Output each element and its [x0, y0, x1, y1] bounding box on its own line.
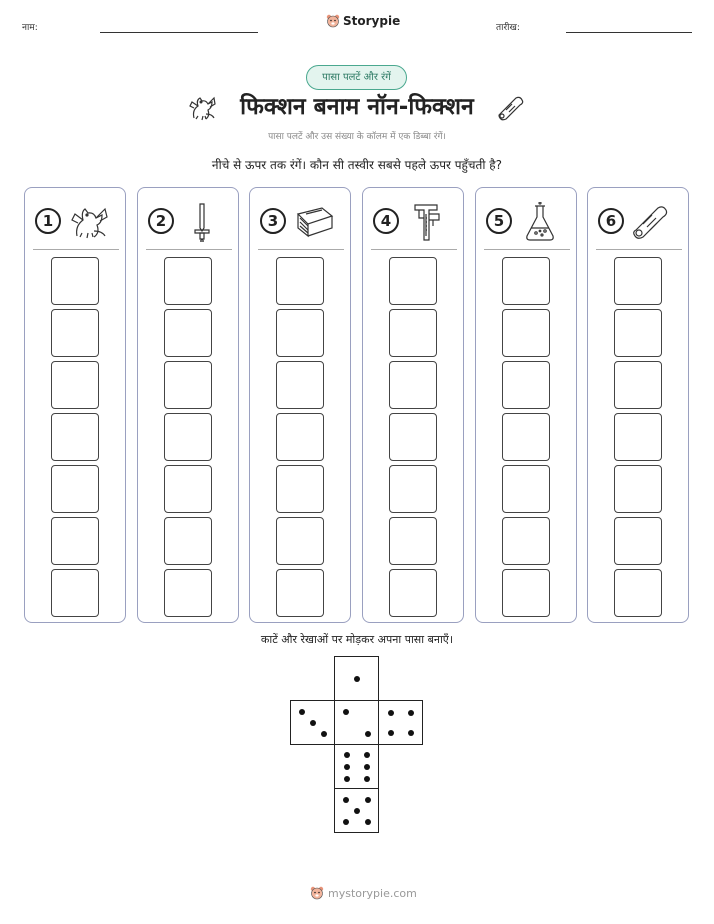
color-box[interactable]	[276, 465, 324, 513]
color-box[interactable]	[51, 465, 99, 513]
color-box[interactable]	[51, 517, 99, 565]
dice-face-1	[334, 656, 379, 701]
dice-pip	[343, 709, 349, 715]
color-box[interactable]	[164, 257, 212, 305]
column-header	[596, 202, 680, 246]
column-number: 4	[373, 208, 399, 234]
color-box[interactable]	[389, 257, 437, 305]
flask-icon	[518, 202, 562, 246]
column-divider	[484, 249, 570, 250]
dice-pip	[408, 730, 414, 736]
header	[0, 14, 714, 38]
dice-pip	[344, 764, 350, 770]
column-2	[137, 187, 239, 623]
color-box[interactable]	[614, 257, 662, 305]
column-header	[484, 202, 568, 246]
color-box[interactable]	[502, 309, 550, 357]
color-box[interactable]	[614, 465, 662, 513]
column-divider	[258, 249, 344, 250]
column-divider	[146, 249, 232, 250]
column-number: 2	[148, 208, 174, 234]
column-5	[475, 187, 577, 623]
column-3	[249, 187, 351, 623]
dice-pip	[364, 752, 370, 758]
color-box[interactable]	[164, 361, 212, 409]
dice-pip	[344, 752, 350, 758]
cut-instruction: काटें और रेखाओं पर मोड़कर अपना पासा बनाएँ।	[260, 633, 454, 646]
column-divider	[371, 249, 457, 250]
dice-pip	[354, 676, 360, 682]
dice-pip	[365, 819, 371, 825]
color-box[interactable]	[614, 569, 662, 617]
dragon-icon	[186, 92, 218, 128]
brand-name: Storypie	[343, 14, 401, 28]
column-number: 5	[486, 208, 512, 234]
name-line	[100, 32, 258, 33]
color-box[interactable]	[51, 257, 99, 305]
date-line	[566, 32, 692, 33]
color-box[interactable]	[614, 309, 662, 357]
activity-pill: पासा पलटें और रंगें	[306, 65, 407, 90]
color-box[interactable]	[164, 309, 212, 357]
caliper-icon	[405, 202, 449, 246]
dice-pip	[364, 764, 370, 770]
color-box[interactable]	[389, 361, 437, 409]
color-box[interactable]	[164, 517, 212, 565]
instruction-text: नीचे से ऊपर तक रंगें। कौन सी तस्वीर सबसे पहले ऊपर पहुँचती है?	[211, 158, 503, 172]
color-box[interactable]	[502, 257, 550, 305]
color-box[interactable]	[614, 361, 662, 409]
color-box[interactable]	[614, 517, 662, 565]
footer-url: mystorypie.com	[328, 886, 417, 900]
bear-logo-icon	[326, 14, 340, 28]
column-header	[33, 202, 117, 246]
dice-face-3	[290, 700, 335, 745]
color-box[interactable]	[276, 257, 324, 305]
color-box[interactable]	[164, 413, 212, 461]
color-box[interactable]	[276, 361, 324, 409]
dice-pip	[388, 710, 394, 716]
color-box[interactable]	[389, 517, 437, 565]
color-box[interactable]	[389, 413, 437, 461]
color-box[interactable]	[502, 413, 550, 461]
dice-face-2	[334, 700, 379, 745]
color-box[interactable]	[502, 569, 550, 617]
dice-pip	[343, 797, 349, 803]
column-divider	[33, 249, 119, 250]
sword-icon	[180, 202, 224, 246]
dice-pip	[365, 797, 371, 803]
color-box[interactable]	[51, 569, 99, 617]
dice-pip	[388, 730, 394, 736]
dice-pip	[343, 819, 349, 825]
brand-logo	[326, 14, 400, 28]
column-6	[587, 187, 689, 623]
color-box[interactable]	[389, 465, 437, 513]
dice-pip	[408, 710, 414, 716]
color-box[interactable]	[164, 569, 212, 617]
column-number: 1	[35, 208, 61, 234]
dice-pip	[344, 776, 350, 782]
dice-face-6	[334, 744, 379, 789]
color-box[interactable]	[502, 517, 550, 565]
column-number: 6	[598, 208, 624, 234]
book-icon	[292, 202, 336, 246]
dice-pip	[364, 776, 370, 782]
column-number: 3	[260, 208, 286, 234]
color-box[interactable]	[502, 361, 550, 409]
dice-pip	[354, 808, 360, 814]
scroll-icon	[630, 202, 674, 246]
dice-pip	[321, 731, 327, 737]
name-label: नाम:	[22, 23, 38, 33]
dice-pip	[365, 731, 371, 737]
dice-face-4	[378, 700, 423, 745]
color-box[interactable]	[502, 465, 550, 513]
color-box[interactable]	[276, 517, 324, 565]
column-4	[362, 187, 464, 623]
column-divider	[596, 249, 682, 250]
color-box[interactable]	[276, 309, 324, 357]
scroll-icon	[496, 94, 526, 126]
color-box[interactable]	[276, 569, 324, 617]
color-box[interactable]	[164, 465, 212, 513]
color-box[interactable]	[389, 569, 437, 617]
title-row	[0, 90, 714, 126]
subtitle: पासा पलटें और उस संख्या के कॉलम में एक डिब्बा रंगें।	[268, 132, 446, 142]
column-header	[146, 202, 230, 246]
dragon-icon	[67, 202, 111, 246]
footer	[310, 886, 417, 900]
bear-logo-icon	[310, 886, 324, 900]
color-box[interactable]	[614, 413, 662, 461]
dice-pip	[299, 709, 305, 715]
dice-pip	[310, 720, 316, 726]
color-box[interactable]	[51, 413, 99, 461]
column-header	[371, 202, 455, 246]
page-title: फिक्शन बनाम नॉन-फिक्शन	[240, 94, 474, 120]
column-1	[24, 187, 126, 623]
color-box[interactable]	[276, 413, 324, 461]
column-header	[258, 202, 342, 246]
color-box[interactable]	[51, 309, 99, 357]
dice-face-5	[334, 788, 379, 833]
date-label: तारीख:	[496, 23, 520, 33]
color-box[interactable]	[389, 309, 437, 357]
color-box[interactable]	[51, 361, 99, 409]
